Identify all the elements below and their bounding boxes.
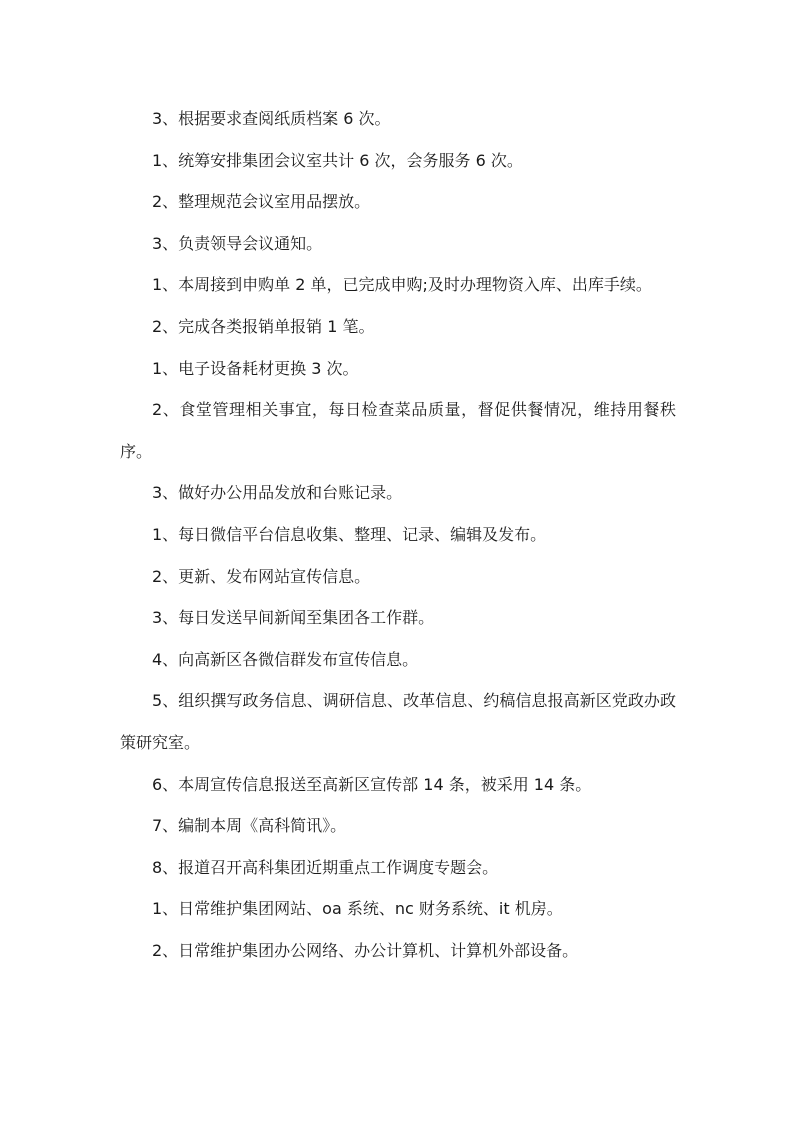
paragraph: 1、每日微信平台信息收集、整理、记录、编辑及发布。 bbox=[152, 524, 547, 544]
paragraph: 5、组织撰写政务信息、调研信息、改革信息、约稿信息报高新区党政办政策研究室。 bbox=[120, 691, 676, 752]
paragraph: 1、统筹安排集团会议室共计 6 次，会务服务 6 次。 bbox=[152, 150, 523, 170]
paragraph: 3、做好办公用品发放和台账记录。 bbox=[152, 483, 403, 503]
paragraph: 4、向高新区各微信群发布宣传信息。 bbox=[152, 649, 419, 669]
paragraph: 3、每日发送早间新闻至集团各工作群。 bbox=[152, 608, 435, 628]
paragraph: 1、日常维护集团网站、oa 系统、nc 财务系统、it 机房。 bbox=[152, 899, 563, 919]
paragraph: 7、编制本周《高科简讯》。 bbox=[152, 816, 347, 836]
paragraph: 2、整理规范会议室用品摆放。 bbox=[152, 192, 371, 212]
paragraph: 1、本周接到申购单 2 单，已完成申购;及时办理物资入库、出库手续。 bbox=[152, 275, 652, 295]
document-body bbox=[120, 98, 676, 971]
paragraph: 8、报道召开高科集团近期重点工作调度专题会。 bbox=[152, 857, 499, 877]
paragraph: 6、本周宣传信息报送至高新区宣传部 14 条，被采用 14 条。 bbox=[152, 774, 592, 794]
paragraph: 2、更新、发布网站宣传信息。 bbox=[152, 566, 371, 586]
paragraph: 3、负责领导会议通知。 bbox=[152, 233, 323, 253]
paragraph: 2、食堂管理相关事宜，每日检查菜品质量，督促供餐情况，维持用餐秩序。 bbox=[120, 400, 676, 461]
paragraph: 1、电子设备耗材更换 3 次。 bbox=[152, 358, 359, 378]
paragraph: 3、根据要求查阅纸质档案 6 次。 bbox=[152, 109, 391, 128]
paragraph: 2、完成各类报销单报销 1 笔。 bbox=[152, 316, 375, 336]
paragraph: 2、日常维护集团办公网络、办公计算机、计算机外部设备。 bbox=[152, 940, 579, 960]
